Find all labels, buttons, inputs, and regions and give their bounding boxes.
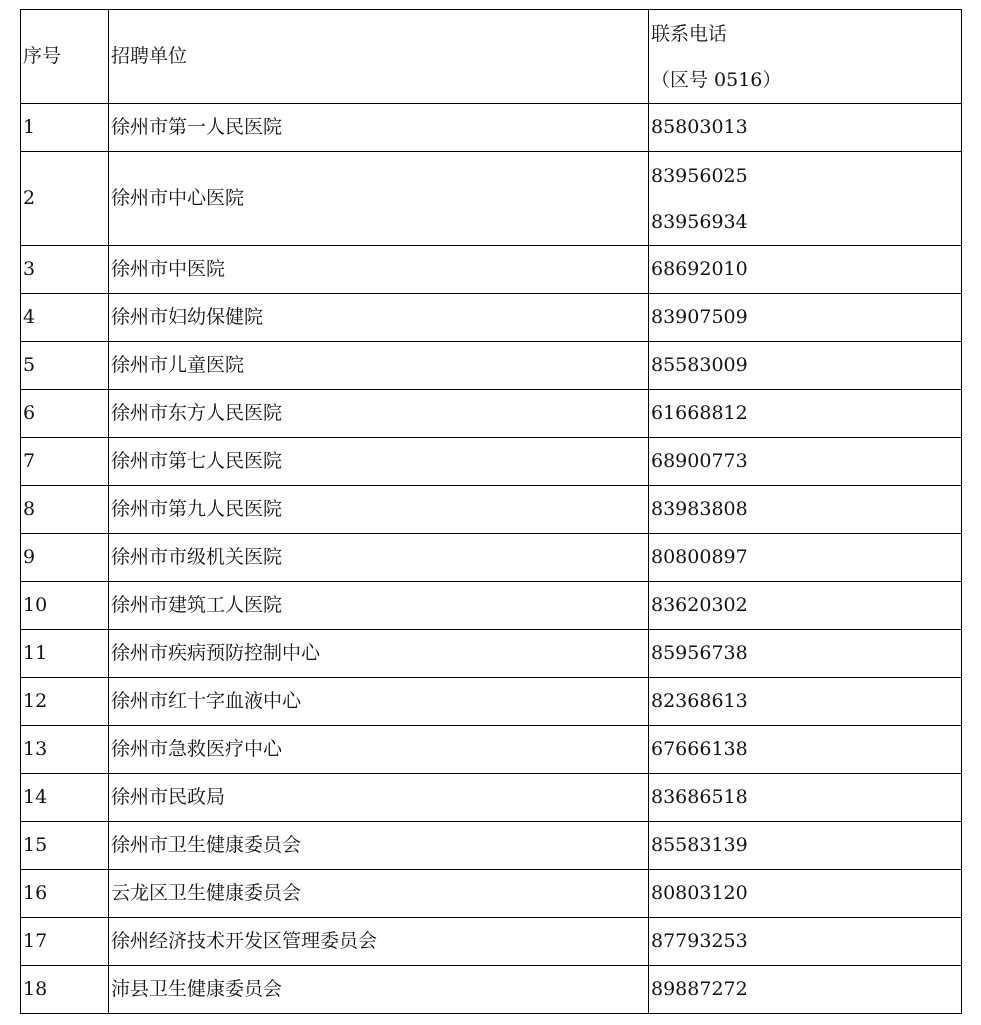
header-phone [649,10,962,104]
phone-number: 87793253 [651,930,748,952]
row-index: 9 [21,534,109,582]
table-row [21,246,962,294]
row-index: 15 [21,822,109,870]
row-index: 6 [21,390,109,438]
phone-number: 83686518 [651,786,748,808]
table-row [21,630,962,678]
table-row [21,342,962,390]
phone-number: 80800897 [651,546,748,568]
table-body [21,10,962,1014]
row-phone [649,438,962,486]
table-row [21,534,962,582]
row-unit: 徐州市第七人民医院 [109,438,649,486]
row-index: 10 [21,582,109,630]
recruitment-contact-table [20,9,962,1014]
header-unit: 招聘单位 [109,10,649,104]
row-unit: 徐州市中心医院 [109,152,649,246]
row-unit: 徐州市急救医疗中心 [109,726,649,774]
row-phone [649,486,962,534]
row-unit: 徐州市卫生健康委员会 [109,822,649,870]
header-index: 序号 [21,10,109,104]
row-index: 3 [21,246,109,294]
table-row [21,582,962,630]
table-row [21,152,962,246]
row-phone [649,152,962,246]
row-phone [649,342,962,390]
row-index: 7 [21,438,109,486]
table-row [21,774,962,822]
row-index: 12 [21,678,109,726]
phone-number: 68692010 [651,258,748,280]
row-unit: 徐州市第一人民医院 [109,104,649,152]
row-phone [649,870,962,918]
phone-number: 68900773 [651,450,748,472]
row-unit: 徐州市市级机关医院 [109,534,649,582]
row-unit: 徐州市疾病预防控制中心 [109,630,649,678]
table-row [21,294,962,342]
phone-number: 83956025 [651,164,748,187]
phone-number: 85583139 [651,834,748,856]
table-row [21,678,962,726]
row-phone [649,918,962,966]
row-unit: 徐州市建筑工人医院 [109,582,649,630]
row-index: 14 [21,774,109,822]
table-row [21,438,962,486]
header-area-code: （区号 0516） [651,68,782,91]
table-row [21,104,962,152]
phone-number: 80803120 [651,882,748,904]
row-phone [649,582,962,630]
row-unit: 徐州市红十字血液中心 [109,678,649,726]
table-row [21,870,962,918]
row-phone [649,726,962,774]
table-row [21,918,962,966]
phone-number: 83983808 [651,498,748,520]
phone-number: 82368613 [651,690,748,712]
row-unit: 徐州市中医院 [109,246,649,294]
phone-number: 83956934 [651,210,748,233]
row-index: 8 [21,486,109,534]
row-index: 17 [21,918,109,966]
row-index: 11 [21,630,109,678]
row-phone [649,774,962,822]
row-index: 16 [21,870,109,918]
row-phone [649,534,962,582]
row-index: 2 [21,152,109,246]
phone-number: 61668812 [651,402,748,424]
row-unit: 徐州市民政局 [109,774,649,822]
row-unit: 徐州经济技术开发区管理委员会 [109,918,649,966]
row-unit: 徐州市儿童医院 [109,342,649,390]
table-row [21,390,962,438]
row-index: 18 [21,966,109,1014]
row-phone [649,390,962,438]
row-unit: 徐州市第九人民医院 [109,486,649,534]
table-row [21,966,962,1014]
phone-number: 67666138 [651,738,748,760]
table-row [21,822,962,870]
row-phone [649,678,962,726]
row-index: 1 [21,104,109,152]
row-unit: 徐州市东方人民医院 [109,390,649,438]
row-phone [649,246,962,294]
table-row [21,726,962,774]
row-unit: 沛县卫生健康委员会 [109,966,649,1014]
header-row [21,10,962,104]
table-row [21,486,962,534]
row-phone [649,966,962,1014]
row-phone [649,822,962,870]
row-phone [649,630,962,678]
row-unit: 云龙区卫生健康委员会 [109,870,649,918]
row-phone [649,294,962,342]
phone-number: 89887272 [651,978,748,1000]
row-index: 13 [21,726,109,774]
phone-number: 85583009 [651,354,748,376]
row-index: 5 [21,342,109,390]
header-phone-label: 联系电话 [651,22,728,45]
row-phone [649,104,962,152]
phone-number: 85803013 [651,116,748,138]
row-unit: 徐州市妇幼保健院 [109,294,649,342]
phone-number: 83907509 [651,306,748,328]
phone-number: 83620302 [651,594,748,616]
phone-number: 85956738 [651,642,748,664]
row-index: 4 [21,294,109,342]
